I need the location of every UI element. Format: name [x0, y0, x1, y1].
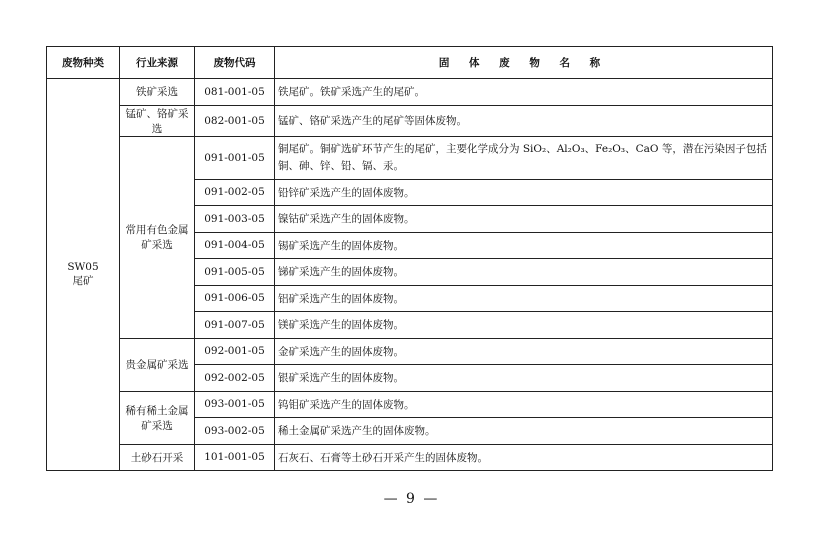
table-row: [47, 79, 773, 106]
code-cell: 082-001-05: [195, 105, 275, 136]
desc-cell: 石灰石、石膏等土砂石开采产生的固体废物。: [275, 444, 773, 471]
header-waste-category: 废物种类: [47, 47, 120, 79]
desc-cell: 镍钴矿采选产生的固体废物。: [275, 206, 773, 233]
category-cell: [47, 79, 120, 471]
desc-cell: 铅锌矿采选产生的固体废物。: [275, 179, 773, 206]
solid-waste-table: [46, 46, 773, 471]
source-cell: 铁矿采选: [120, 79, 195, 106]
code-cell: 091-004-05: [195, 232, 275, 259]
code-cell: 092-002-05: [195, 365, 275, 392]
desc-cell: 金矿采选产生的固体废物。: [275, 338, 773, 365]
desc-cell: 镁矿采选产生的固体废物。: [275, 312, 773, 339]
table-row: [47, 105, 773, 136]
source-cell: 稀有稀土金属矿采选: [120, 391, 195, 444]
code-cell: 091-006-05: [195, 285, 275, 312]
code-cell: 091-003-05: [195, 206, 275, 233]
table-row: [47, 444, 773, 471]
desc-cell: 铝矿采选产生的固体废物。: [275, 285, 773, 312]
code-cell: 101-001-05: [195, 444, 275, 471]
desc-cell: 锑矿采选产生的固体废物。: [275, 259, 773, 286]
code-cell: 081-001-05: [195, 79, 275, 106]
desc-cell: 稀土金属矿采选产生的固体废物。: [275, 418, 773, 445]
code-cell: 091-007-05: [195, 312, 275, 339]
code-cell: 092-001-05: [195, 338, 275, 365]
code-cell: 093-002-05: [195, 418, 275, 445]
table-row: [47, 136, 773, 179]
code-cell: 093-001-05: [195, 391, 275, 418]
desc-cell: 锡矿采选产生的固体废物。: [275, 232, 773, 259]
source-cell: 贵金属矿采选: [120, 338, 195, 391]
page-number: — 9 —: [383, 491, 440, 507]
table-row: [47, 338, 773, 365]
code-cell: 091-005-05: [195, 259, 275, 286]
source-cell: 土砂石开采: [120, 444, 195, 471]
category-name: 尾矿: [72, 275, 94, 287]
code-cell: 091-002-05: [195, 179, 275, 206]
header-industry-source: 行业来源: [120, 47, 195, 79]
desc-cell: 钨钼矿采选产生的固体废物。: [275, 391, 773, 418]
source-cell: 常用有色金属矿采选: [120, 136, 195, 338]
desc-cell: 铜尾矿。铜矿选矿环节产生的尾矿，主要化学成分为 SiO₂、Al₂O₃、Fe₂O₃、CaO 等，潜在污染因子包括铜、砷、锌、铅、镉、汞。: [275, 136, 773, 179]
code-cell: 091-001-05: [195, 136, 275, 179]
desc-cell: 银矿采选产生的固体废物。: [275, 365, 773, 392]
table-header-row: [47, 47, 773, 79]
desc-cell: 铁尾矿。铁矿采选产生的尾矿。: [275, 79, 773, 106]
table-row: [47, 391, 773, 418]
header-waste-code: 废物代码: [195, 47, 275, 79]
header-waste-name: 固 体 废 物 名 称: [275, 47, 773, 79]
desc-cell: 锰矿、铬矿采选产生的尾矿等固体废物。: [275, 105, 773, 136]
source-cell: 锰矿、铬矿采选: [120, 105, 195, 136]
category-code: SW05: [67, 261, 99, 273]
